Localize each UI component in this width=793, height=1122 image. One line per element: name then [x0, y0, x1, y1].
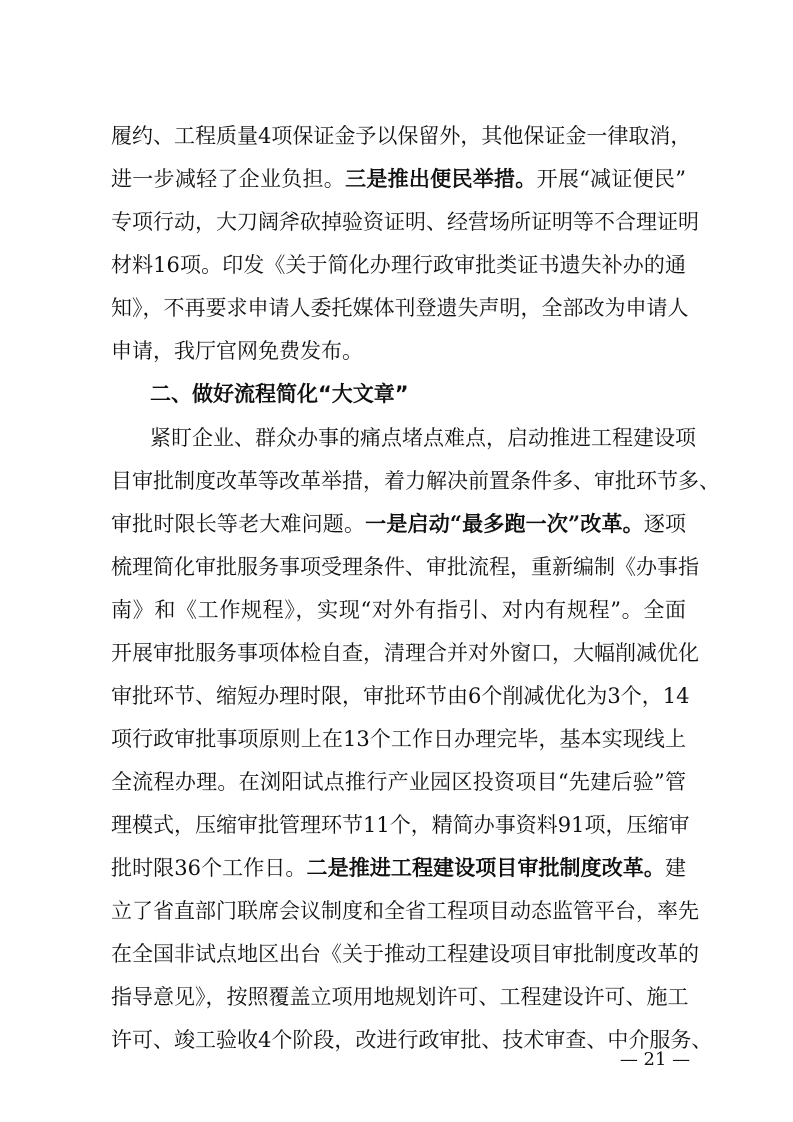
paragraph-line	[111, 676, 690, 716]
text-segment: 进一步减轻了企业负担。	[111, 167, 346, 191]
bold-emphasis: 三是推出便民举措。	[345, 166, 537, 191]
bold-emphasis: 一是启动“最多跑一次”改革。	[365, 511, 644, 536]
text-segment: 知》，不再要求申请人委托媒体刊登遗失声明，全部改为申请人	[111, 296, 689, 320]
text-segment: 开展“减证便民”	[536, 167, 686, 191]
text-segment: 在全国非试点地区出台《关于推动工程建设项目审批制度改革的	[111, 942, 699, 966]
text-segment: 开展审批服务事项体检自查，清理合并对外窗口，大幅削减优化	[111, 641, 699, 665]
text-segment: 全流程办理。在浏阳试点推行产业园区投资项目“先建后验”管	[111, 770, 686, 794]
text-segment: 履约、工程质量4项保证金予以保留外，其他保证金一律取消，	[111, 124, 692, 148]
text-segment: 紧盯企业、群众办事的痛点堵点难点，启动推进工程建设项	[150, 426, 696, 450]
text-segment: 逐项	[643, 512, 687, 536]
paragraph-line	[111, 547, 699, 587]
paragraph-line	[111, 461, 720, 501]
paragraph-line	[111, 159, 686, 199]
paragraph-line	[111, 504, 686, 544]
paragraph-line	[111, 848, 686, 888]
text-segment: 材料16项。印发《关于简化办理行政审批类证书遗失补办的通	[111, 253, 686, 277]
page-number: — 21 —	[619, 1049, 691, 1070]
section-heading: 二、做好流程简化“大文章”	[150, 382, 409, 406]
text-segment: 申请，我厅官网免费发布。	[111, 339, 363, 363]
text-segment: 审批环节、缩短办理时限，审批环节由6个削减优化为3个，14	[111, 684, 690, 708]
paragraph-line	[111, 202, 699, 242]
paragraph-line	[111, 288, 689, 328]
text-segment: 指导意见》，按照覆盖立项用地规划许可、工程建设许可、施工	[111, 985, 689, 1009]
paragraph-line	[111, 245, 686, 285]
text-segment: 审批时限长等老大难问题。	[111, 512, 366, 536]
paragraph-line	[111, 977, 689, 1017]
paragraph-line	[111, 719, 686, 759]
paragraph-line	[111, 762, 686, 802]
bold-emphasis: 二是推进工程建设项目审批制度改革。	[306, 855, 665, 880]
paragraph-line	[111, 934, 699, 974]
paragraph-line	[111, 633, 699, 673]
paragraph-line	[150, 418, 696, 458]
text-segment: 立了省直部门联席会议制度和全省工程项目动态监管平台，率先	[111, 899, 699, 923]
text-segment: 批时限36个工作日。	[111, 856, 307, 880]
text-segment: 建	[665, 856, 686, 880]
text-segment: 南》和《工作规程》，实现“对外有指引、对内有规程”。全面	[111, 598, 686, 622]
paragraph-line	[111, 116, 692, 156]
text-segment: 梳理简化审批服务事项受理条件、审批流程，重新编制《办事指	[111, 555, 699, 579]
text-segment: 目审批制度改革等改革举措，着力解决前置条件多、审批环节多、	[111, 469, 720, 493]
paragraph-line	[111, 805, 690, 845]
paragraph-line	[111, 331, 686, 371]
paragraph-line	[111, 891, 699, 931]
text-segment: 专项行动，大刀阔斧砍掉验资证明、经营场所证明等不合理证明	[111, 210, 699, 234]
text-segment: 项行政审批事项原则上在13个工作日办理完毕，基本实现线上	[111, 727, 686, 751]
text-segment: 许可、竣工验收4个阶段，改进行政审批、技术审查、中介服务、	[111, 1028, 713, 1052]
text-segment: 理模式，压缩审批管理环节11个，精简办事资料91项，压缩审	[111, 813, 690, 837]
paragraph-line	[111, 590, 686, 630]
